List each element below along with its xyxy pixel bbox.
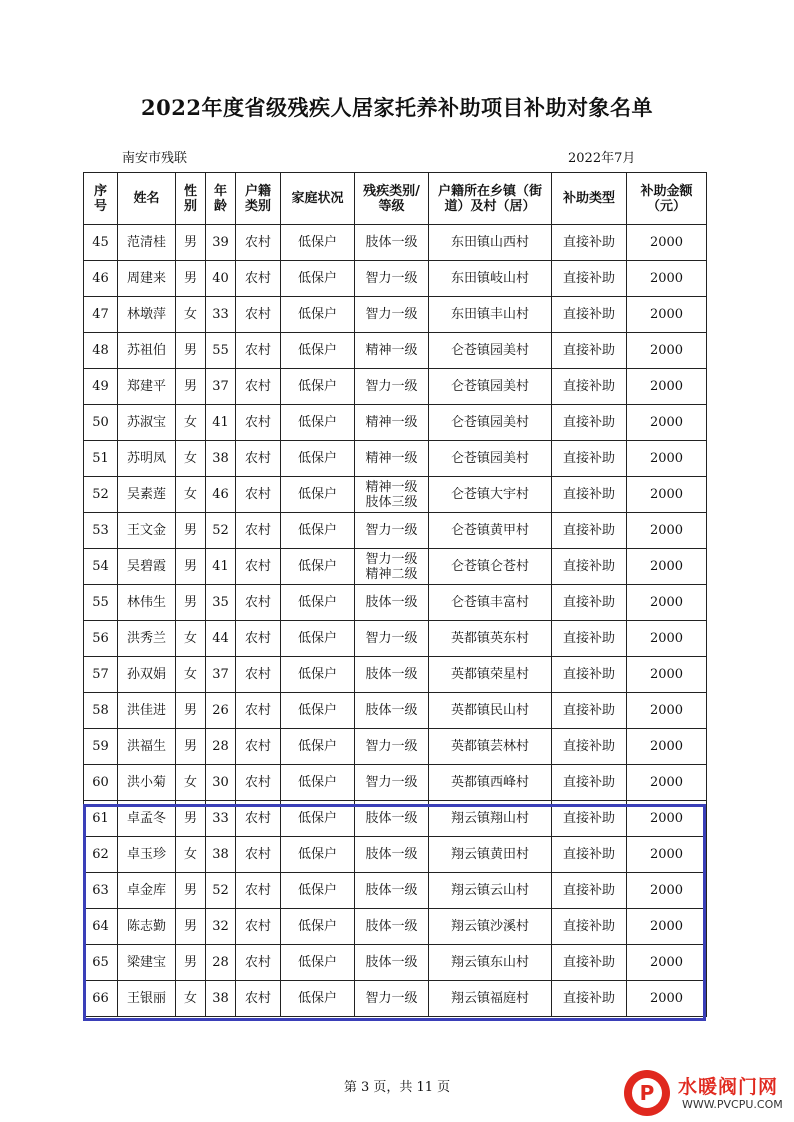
cell-family-status: 低保户 [281, 513, 355, 549]
header-age: 年 龄 [206, 173, 236, 225]
table-row [84, 693, 707, 729]
cell-gender: 男 [176, 945, 206, 981]
cell-subsidy-type: 直接补助 [552, 333, 627, 369]
cell-gender: 男 [176, 729, 206, 765]
cell-name: 苏明凤 [118, 441, 176, 477]
table-row [84, 657, 707, 693]
table-row [84, 945, 707, 981]
cell-subsidy-type: 直接补助 [552, 981, 627, 1017]
watermark-url: WWW.PVCPU.COM [682, 1098, 783, 1111]
cell-location: 仑苍镇丰富村 [429, 585, 552, 621]
cell-subsidy-type: 直接补助 [552, 945, 627, 981]
cell-name: 卓金库 [118, 873, 176, 909]
cell-family-status: 低保户 [281, 729, 355, 765]
cell-age: 55 [206, 333, 236, 369]
cell-age: 37 [206, 657, 236, 693]
cell-household-type: 农村 [236, 801, 281, 837]
cell-family-status: 低保户 [281, 333, 355, 369]
cell-location: 英都镇荣星村 [429, 657, 552, 693]
cell-location: 英都镇民山村 [429, 693, 552, 729]
cell-amount: 2000 [627, 225, 707, 261]
header-index: 序 号 [84, 173, 118, 225]
cell-disability: 肢体一级 [355, 801, 429, 837]
cell-household-type: 农村 [236, 981, 281, 1017]
cell-subsidy-type: 直接补助 [552, 477, 627, 513]
cell-disability: 智力一级 [355, 297, 429, 333]
cell-name: 郑建平 [118, 369, 176, 405]
cell-index: 48 [84, 333, 118, 369]
cell-household-type: 农村 [236, 441, 281, 477]
cell-location: 英都镇芸林村 [429, 729, 552, 765]
cell-subsidy-type: 直接补助 [552, 225, 627, 261]
table-row [84, 585, 707, 621]
cell-family-status: 低保户 [281, 297, 355, 333]
cell-index: 50 [84, 405, 118, 441]
header-gender: 性 别 [176, 173, 206, 225]
table-row [84, 441, 707, 477]
cell-name: 王银丽 [118, 981, 176, 1017]
watermark-logo-icon [624, 1070, 670, 1116]
cell-name: 洪秀兰 [118, 621, 176, 657]
cell-amount: 2000 [627, 333, 707, 369]
cell-index: 65 [84, 945, 118, 981]
cell-gender: 男 [176, 225, 206, 261]
cell-family-status: 低保户 [281, 909, 355, 945]
cell-household-type: 农村 [236, 837, 281, 873]
cell-location: 翔云镇翔山村 [429, 801, 552, 837]
cell-age: 38 [206, 441, 236, 477]
cell-age: 40 [206, 261, 236, 297]
cell-name: 苏淑宝 [118, 405, 176, 441]
cell-amount: 2000 [627, 765, 707, 801]
cell-age: 30 [206, 765, 236, 801]
cell-disability: 智力一级 [355, 765, 429, 801]
cell-name: 林伟生 [118, 585, 176, 621]
page-footer: 第 3 页，共 11 页 [343, 1080, 451, 1095]
cell-gender: 女 [176, 441, 206, 477]
table-row [84, 873, 707, 909]
cell-location: 英都镇西峰村 [429, 765, 552, 801]
cell-age: 44 [206, 621, 236, 657]
cell-name: 卓孟冬 [118, 801, 176, 837]
cell-gender: 女 [176, 297, 206, 333]
cell-index: 58 [84, 693, 118, 729]
cell-disability: 智力一级 [355, 621, 429, 657]
watermark-text: 水暖阀门网 [678, 1076, 779, 1098]
cell-household-type: 农村 [236, 477, 281, 513]
cell-gender: 女 [176, 657, 206, 693]
cell-age: 26 [206, 693, 236, 729]
cell-subsidy-type: 直接补助 [552, 585, 627, 621]
cell-index: 55 [84, 585, 118, 621]
cell-gender: 女 [176, 405, 206, 441]
cell-gender: 男 [176, 513, 206, 549]
header-disability: 残疾类别/ 等级 [355, 173, 429, 225]
cell-name: 苏祖伯 [118, 333, 176, 369]
cell-name: 洪福生 [118, 729, 176, 765]
cell-disability: 肢体一级 [355, 693, 429, 729]
cell-gender: 男 [176, 693, 206, 729]
table-row [84, 513, 707, 549]
cell-index: 66 [84, 981, 118, 1017]
cell-location: 翔云镇黄田村 [429, 837, 552, 873]
header-family-status: 家庭状况 [281, 173, 355, 225]
cell-disability: 智力一级 [355, 513, 429, 549]
cell-subsidy-type: 直接补助 [552, 909, 627, 945]
cell-gender: 男 [176, 801, 206, 837]
cell-subsidy-type: 直接补助 [552, 729, 627, 765]
cell-age: 32 [206, 909, 236, 945]
cell-index: 45 [84, 225, 118, 261]
cell-amount: 2000 [627, 981, 707, 1017]
cell-household-type: 农村 [236, 297, 281, 333]
cell-location: 翔云镇福庭村 [429, 981, 552, 1017]
cell-age: 39 [206, 225, 236, 261]
header-amount: 补助金额 （元） [627, 173, 707, 225]
cell-gender: 女 [176, 477, 206, 513]
cell-amount: 2000 [627, 441, 707, 477]
cell-family-status: 低保户 [281, 369, 355, 405]
cell-subsidy-type: 直接补助 [552, 693, 627, 729]
cell-family-status: 低保户 [281, 693, 355, 729]
cell-family-status: 低保户 [281, 945, 355, 981]
cell-gender: 男 [176, 369, 206, 405]
cell-name: 洪小菊 [118, 765, 176, 801]
cell-index: 51 [84, 441, 118, 477]
cell-disability: 智力一级 [355, 981, 429, 1017]
table-row [84, 405, 707, 441]
cell-disability: 肢体一级 [355, 909, 429, 945]
cell-age: 37 [206, 369, 236, 405]
cell-household-type: 农村 [236, 369, 281, 405]
cell-name: 王文金 [118, 513, 176, 549]
header-household-type: 户籍 类别 [236, 173, 281, 225]
cell-subsidy-type: 直接补助 [552, 405, 627, 441]
cell-location: 仑苍镇仑苍村 [429, 549, 552, 585]
cell-amount: 2000 [627, 801, 707, 837]
cell-disability: 智力一级 [355, 369, 429, 405]
cell-family-status: 低保户 [281, 477, 355, 513]
cell-household-type: 农村 [236, 549, 281, 585]
cell-disability: 肢体一级 [355, 225, 429, 261]
table-row [84, 981, 707, 1017]
header-subsidy-type: 补助类型 [552, 173, 627, 225]
cell-location: 仑苍镇黄甲村 [429, 513, 552, 549]
document-title: 2022年度省级残疾人居家托养补助项目补助对象名单 [141, 95, 653, 120]
cell-household-type: 农村 [236, 261, 281, 297]
cell-age: 52 [206, 873, 236, 909]
cell-index: 60 [84, 765, 118, 801]
cell-subsidy-type: 直接补助 [552, 513, 627, 549]
cell-index: 47 [84, 297, 118, 333]
table-row [84, 801, 707, 837]
cell-index: 59 [84, 729, 118, 765]
cell-gender: 女 [176, 981, 206, 1017]
cell-location: 仑苍镇园美村 [429, 369, 552, 405]
cell-name: 洪佳进 [118, 693, 176, 729]
cell-amount: 2000 [627, 513, 707, 549]
watermark-logo-letter: P [639, 1081, 655, 1105]
cell-amount: 2000 [627, 837, 707, 873]
cell-household-type: 农村 [236, 405, 281, 441]
cell-household-type: 农村 [236, 765, 281, 801]
cell-name: 梁建宝 [118, 945, 176, 981]
cell-index: 52 [84, 477, 118, 513]
cell-amount: 2000 [627, 693, 707, 729]
header-location: 户籍所在乡镇（街 道）及村（居） [429, 173, 552, 225]
cell-gender: 男 [176, 549, 206, 585]
table-row [84, 765, 707, 801]
cell-gender: 男 [176, 909, 206, 945]
table-header-row [84, 173, 707, 225]
cell-family-status: 低保户 [281, 837, 355, 873]
cell-amount: 2000 [627, 729, 707, 765]
cell-location: 仑苍镇园美村 [429, 333, 552, 369]
cell-name: 吴素莲 [118, 477, 176, 513]
cell-family-status: 低保户 [281, 225, 355, 261]
cell-household-type: 农村 [236, 945, 281, 981]
cell-index: 49 [84, 369, 118, 405]
table-row [84, 369, 707, 405]
cell-gender: 女 [176, 621, 206, 657]
cell-amount: 2000 [627, 297, 707, 333]
cell-disability: 肢体一级 [355, 873, 429, 909]
watermark [624, 1066, 794, 1122]
cell-amount: 2000 [627, 621, 707, 657]
cell-household-type: 农村 [236, 873, 281, 909]
cell-location: 翔云镇云山村 [429, 873, 552, 909]
cell-family-status: 低保户 [281, 873, 355, 909]
cell-disability: 肢体一级 [355, 585, 429, 621]
cell-name: 林墩萍 [118, 297, 176, 333]
cell-age: 41 [206, 405, 236, 441]
cell-age: 38 [206, 837, 236, 873]
cell-disability: 精神一级 [355, 333, 429, 369]
cell-amount: 2000 [627, 585, 707, 621]
cell-gender: 男 [176, 261, 206, 297]
cell-subsidy-type: 直接补助 [552, 657, 627, 693]
cell-location: 翔云镇沙溪村 [429, 909, 552, 945]
table-body [84, 225, 707, 1017]
cell-name: 卓玉珍 [118, 837, 176, 873]
cell-amount: 2000 [627, 405, 707, 441]
cell-household-type: 农村 [236, 909, 281, 945]
cell-subsidy-type: 直接补助 [552, 873, 627, 909]
cell-age: 28 [206, 729, 236, 765]
organization-label: 南安市残联 [122, 151, 188, 166]
cell-gender: 女 [176, 837, 206, 873]
table-row [84, 621, 707, 657]
document-date: 2022年7月 [568, 151, 636, 166]
cell-name: 周建来 [118, 261, 176, 297]
cell-location: 仑苍镇园美村 [429, 405, 552, 441]
table-row [84, 225, 707, 261]
cell-amount: 2000 [627, 369, 707, 405]
cell-disability: 智力一级 精神二级 [355, 549, 429, 585]
cell-name: 吴碧霞 [118, 549, 176, 585]
cell-gender: 男 [176, 585, 206, 621]
cell-gender: 女 [176, 765, 206, 801]
cell-index: 53 [84, 513, 118, 549]
cell-disability: 精神一级 肢体三级 [355, 477, 429, 513]
cell-gender: 男 [176, 333, 206, 369]
cell-gender: 男 [176, 873, 206, 909]
table-row [84, 909, 707, 945]
cell-family-status: 低保户 [281, 405, 355, 441]
cell-disability: 肢体一级 [355, 945, 429, 981]
table-row [84, 477, 707, 513]
cell-amount: 2000 [627, 261, 707, 297]
table-row [84, 549, 707, 585]
cell-index: 46 [84, 261, 118, 297]
cell-age: 33 [206, 801, 236, 837]
cell-age: 38 [206, 981, 236, 1017]
cell-disability: 智力一级 [355, 261, 429, 297]
cell-amount: 2000 [627, 549, 707, 585]
cell-household-type: 农村 [236, 729, 281, 765]
cell-family-status: 低保户 [281, 441, 355, 477]
cell-disability: 精神一级 [355, 441, 429, 477]
cell-disability: 肢体一级 [355, 657, 429, 693]
cell-household-type: 农村 [236, 657, 281, 693]
cell-subsidy-type: 直接补助 [552, 549, 627, 585]
cell-index: 63 [84, 873, 118, 909]
cell-subsidy-type: 直接补助 [552, 261, 627, 297]
cell-family-status: 低保户 [281, 549, 355, 585]
cell-family-status: 低保户 [281, 765, 355, 801]
beneficiary-table [83, 172, 707, 1017]
cell-subsidy-type: 直接补助 [552, 297, 627, 333]
cell-amount: 2000 [627, 873, 707, 909]
cell-subsidy-type: 直接补助 [552, 369, 627, 405]
cell-age: 35 [206, 585, 236, 621]
cell-disability: 智力一级 [355, 729, 429, 765]
cell-index: 56 [84, 621, 118, 657]
cell-subsidy-type: 直接补助 [552, 765, 627, 801]
cell-family-status: 低保户 [281, 981, 355, 1017]
cell-age: 52 [206, 513, 236, 549]
table-row [84, 729, 707, 765]
table-row [84, 297, 707, 333]
cell-family-status: 低保户 [281, 801, 355, 837]
cell-age: 41 [206, 549, 236, 585]
cell-name: 范清桂 [118, 225, 176, 261]
cell-family-status: 低保户 [281, 657, 355, 693]
cell-age: 28 [206, 945, 236, 981]
table-row [84, 261, 707, 297]
cell-subsidy-type: 直接补助 [552, 441, 627, 477]
cell-amount: 2000 [627, 657, 707, 693]
cell-index: 61 [84, 801, 118, 837]
cell-household-type: 农村 [236, 621, 281, 657]
cell-household-type: 农村 [236, 225, 281, 261]
cell-index: 62 [84, 837, 118, 873]
cell-amount: 2000 [627, 909, 707, 945]
cell-household-type: 农村 [236, 333, 281, 369]
cell-index: 57 [84, 657, 118, 693]
cell-name: 孙双娟 [118, 657, 176, 693]
cell-amount: 2000 [627, 477, 707, 513]
cell-location: 仑苍镇大宇村 [429, 477, 552, 513]
cell-location: 翔云镇东山村 [429, 945, 552, 981]
cell-amount: 2000 [627, 945, 707, 981]
cell-family-status: 低保户 [281, 585, 355, 621]
cell-subsidy-type: 直接补助 [552, 801, 627, 837]
cell-age: 33 [206, 297, 236, 333]
cell-subsidy-type: 直接补助 [552, 621, 627, 657]
cell-household-type: 农村 [236, 585, 281, 621]
table-row [84, 333, 707, 369]
cell-location: 东田镇岐山村 [429, 261, 552, 297]
cell-index: 64 [84, 909, 118, 945]
cell-disability: 肢体一级 [355, 837, 429, 873]
cell-location: 仑苍镇园美村 [429, 441, 552, 477]
cell-family-status: 低保户 [281, 261, 355, 297]
cell-name: 陈志勤 [118, 909, 176, 945]
header-name: 姓名 [118, 173, 176, 225]
cell-household-type: 农村 [236, 693, 281, 729]
table-row [84, 837, 707, 873]
cell-index: 54 [84, 549, 118, 585]
cell-family-status: 低保户 [281, 621, 355, 657]
cell-household-type: 农村 [236, 513, 281, 549]
cell-location: 英都镇英东村 [429, 621, 552, 657]
cell-disability: 精神一级 [355, 405, 429, 441]
cell-subsidy-type: 直接补助 [552, 837, 627, 873]
cell-age: 46 [206, 477, 236, 513]
cell-location: 东田镇丰山村 [429, 297, 552, 333]
cell-location: 东田镇山西村 [429, 225, 552, 261]
